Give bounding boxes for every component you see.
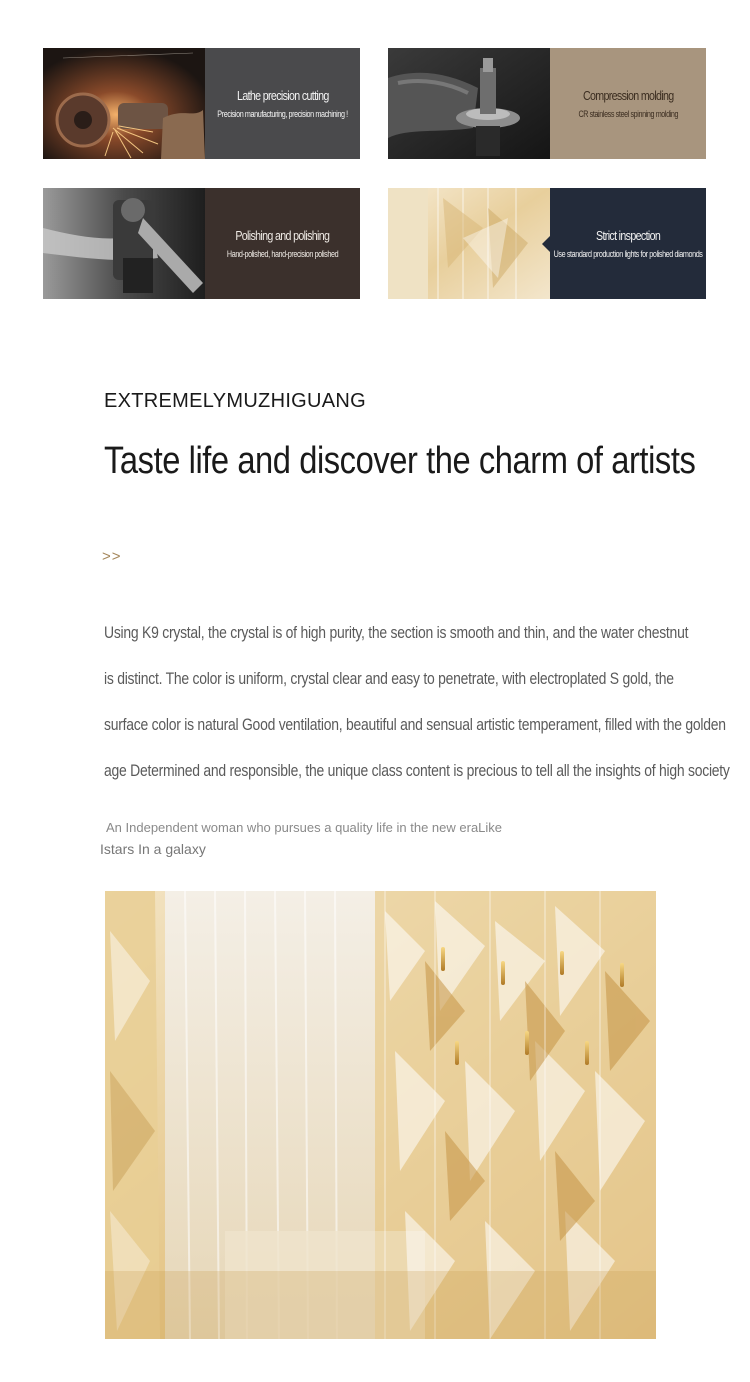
process-card-lathe-cutting xyxy=(43,48,360,159)
paragraph-line: surface color is natural Good ventilation, beautiful and sensual artistic temperament, filled with the golden xyxy=(104,715,726,734)
paragraph-line: is distinct. The color is uniform, crystal clear and easy to penetrate, with electroplated S gold, the xyxy=(104,669,674,688)
card-subtitle: Hand-polished, hand-precision polished xyxy=(226,249,339,259)
paragraph-line: Using K9 crystal, the crystal is of high purity, the section is smooth and thin, and the water chestnut xyxy=(104,623,689,642)
card-subtitle: Precision manufacturing, precision machining ! xyxy=(217,109,348,119)
headline: Taste life and discover the charm of artists xyxy=(104,440,696,482)
paragraph-line: age Determined and responsible, the unique class content is precious to tell all the insights of high society xyxy=(104,761,730,780)
card-subtitle: CR stainless steel spinning molding xyxy=(578,109,678,119)
card-title: Strict inspection xyxy=(595,228,661,243)
card-title: Compression molding xyxy=(582,88,674,103)
tagline: An Independent woman who pursues a quality life in the new eraLike xyxy=(106,820,503,835)
card-title: Lathe precision cutting xyxy=(236,88,329,103)
process-card-polishing xyxy=(43,188,360,299)
crystal-chandelier-photo xyxy=(105,891,656,1339)
process-card-inspection xyxy=(388,188,706,299)
brand-name: EXTREMELYMUZHIGUANG xyxy=(104,390,367,412)
card-title: Polishing and polishing xyxy=(235,228,330,243)
process-card-compression-molding xyxy=(388,48,706,159)
card-panel xyxy=(550,48,706,159)
crystal-inspection-photo xyxy=(388,188,550,299)
card-panel xyxy=(205,188,360,299)
lathe-cutting-photo xyxy=(43,48,205,159)
polishing-photo xyxy=(43,188,205,299)
card-subtitle: Use standard production lights for polished diamonds xyxy=(553,249,703,259)
arrows-decoration: >> xyxy=(102,548,122,565)
card-panel xyxy=(205,48,360,159)
compression-molding-photo xyxy=(388,48,550,159)
description-paragraph xyxy=(104,618,744,802)
card-panel xyxy=(550,188,706,299)
tagline-continued: Istars In a galaxy xyxy=(100,841,206,857)
